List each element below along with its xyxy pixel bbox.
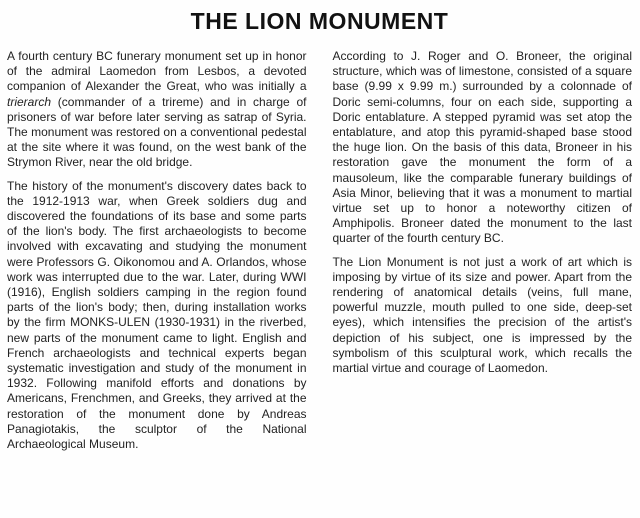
page-title: THE LION MONUMENT <box>190 8 449 34</box>
paragraph-discovery: The history of the monument's discovery dates back to the 1912-1913 war, when Greek soldiers dug and discovered the foundations of its base and some parts of the lion's body. The first archaeologists to become involved with excavating and studying the monument were Professors G. Oikonomou and A. Orlandos, whose work was interrupted due to the war. Later, during WWI (1916), English soldiers camping in the region found parts of the lion's body; then, during installation works by the firm MONKS-ULEN (1930-1931) in the riverbed, new parts of the monument came to light. English and French archaeologists and technical experts began systematic investigation and study of the monument in 1932. Following manifold efforts and donations by Americans, Frenchmen, and Greeks, they arrived at the restoration of the monument done by Andreas Panagiotakis, the sculptor of the National Archaeological Museum. <box>7 178 307 452</box>
paragraph-text: (commander of a trireme) and in charge of prisoners of war before later serving as satrap of Syria. The monument was restored on a conventional pedestal at the site where it was found, on the west bank of the Strymon River, near the old bridge. <box>7 94 307 170</box>
right-column <box>333 49 633 460</box>
paragraph-structure: According to J. Roger and O. Broneer, the original structure, which was of limestone, consisted of a square base (9.99 x 9.99 m.) surrounded by a colonnade of Doric semi-columns, four on each side, supporting a Doric entablature. A stepped pyramid was set atop the entablature, and atop this pyramid-shaped base stood the huge lion. On the basis of this data, Broneer in his restoration gave the monument the form of a mausoleum, like the comparable funerary buildings of Asia Minor, believing that it was a monument to martial virtue set up to honor a noteworthy citizen of Amphipolis. Broneer dated the monument to the last quarter of the fourth century BC. <box>332 49 632 246</box>
two-column-layout <box>7 49 632 460</box>
italic-term-trierarch: trierarch <box>7 94 52 109</box>
paragraph-artistic-value: The Lion Monument is not just a work of art which is imposing by virtue of its size and power. Apart from the rendering of anatomical details (veins, full mane, powerful muzzle, mouth pulled to one side, deep-set eyes), which intensifies the precision of the artist's depiction of his subject, one is impressed by the symbolism of this sculptural work, which recalls the martial virtue and courage of Laomedon. <box>332 254 632 376</box>
paragraph-text: A fourth century BC funerary monument set up in honor of the admiral Laomedon from Lesbos, a devoted companion of Alexander the Great, who was initially a <box>7 49 307 94</box>
paragraph-monument-history <box>7 49 307 171</box>
left-column <box>7 49 307 460</box>
